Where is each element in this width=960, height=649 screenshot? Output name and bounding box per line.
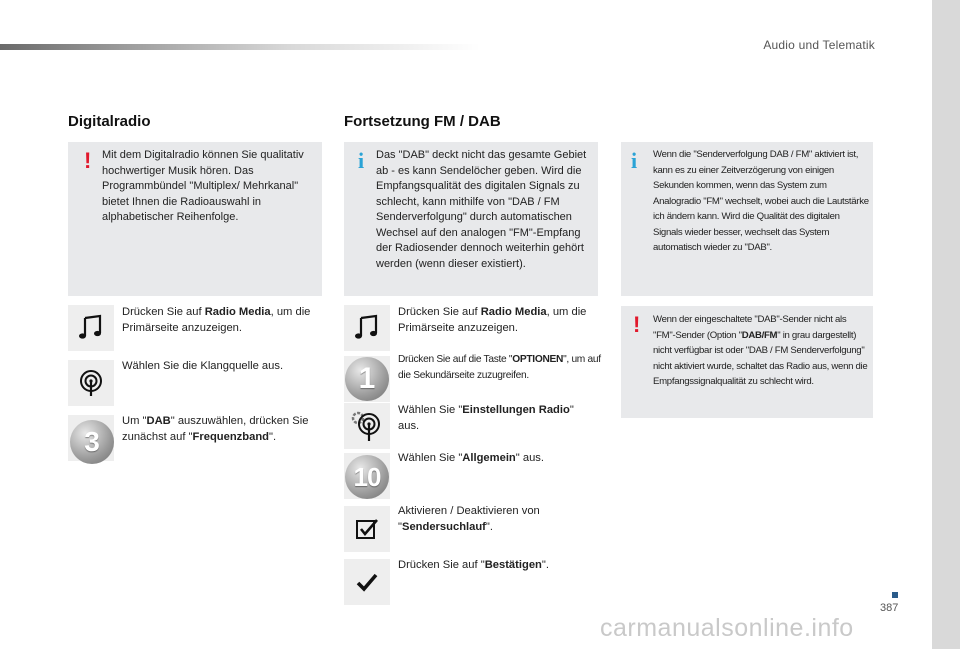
warning-text-right: Wenn der eingeschaltete "DAB"-Sender nicht als "FM"-Sender (Option "DAB/FM" in grau dargestellt) nicht verfügbar ist oder "DAB / FM Senderverfolgung" nicht aktiviert wurde, schaltet das Radio aus, wenn die Empfangssignalqualität zu schlecht wird.	[653, 314, 868, 387]
page-edge-bar	[932, 0, 960, 649]
title-fortsetzung: Fortsetzung FM / DAB	[344, 113, 501, 130]
settings-radio-icon	[344, 403, 390, 449]
warning-icon: !	[84, 148, 92, 173]
step-badge-10: 10	[345, 455, 389, 499]
info-box-middle	[344, 142, 598, 296]
warning-text: Mit dem Digitalradio können Sie qualitativ hochwertiger Musik hören. Das Programmbündel "Multiplex/ Mehrkanal" bietet Ihnen die Radioauswahl in alphabetischer Reihenfolge.	[102, 149, 304, 223]
header-gradient-bar	[0, 44, 480, 50]
warning-icon: !	[633, 312, 641, 337]
music-note-icon	[68, 305, 114, 351]
step-mid-3: Wählen Sie "Einstellungen Radio" aus.	[398, 404, 574, 432]
step-mid-6: Drücken Sie auf "Bestätigen".	[398, 559, 549, 571]
info-icon: i	[358, 148, 365, 173]
watermark: carmanualsonline.info	[600, 614, 854, 642]
step-mid-2: Drücken Sie auf die Taste "OPTIONEN", um auf die Sekundärseite zuzugreifen.	[398, 354, 601, 381]
checkbox-icon	[344, 506, 390, 552]
step-badge-1: 1	[345, 357, 389, 401]
step-mid-5: Aktivieren / Deaktivieren von "Sendersuchlauf".	[398, 505, 540, 533]
step-left-3: Um "DAB" auszuwählen, drücken Sie zunächst auf "Frequenzband".	[122, 415, 309, 443]
step-mid-1: Drücken Sie auf Radio Media, um die Primärseite anzuzeigen.	[398, 306, 587, 334]
music-note-icon	[344, 305, 390, 351]
checkmark-icon	[344, 559, 390, 605]
warning-box-left	[68, 142, 322, 296]
info-icon: i	[631, 148, 638, 173]
step-badge-3: 3	[70, 420, 114, 464]
title-digitalradio: Digitalradio	[68, 113, 151, 130]
step-mid-4: Wählen Sie "Allgemein" aus.	[398, 452, 544, 464]
page-marker	[892, 592, 898, 598]
step-left-1: Drücken Sie auf Radio Media, um die Primärseite anzuzeigen.	[122, 306, 311, 334]
warning-box-right	[621, 306, 873, 418]
info-box-right	[621, 142, 873, 296]
section-header: Audio und Telematik	[763, 38, 875, 52]
step-left-2: Wählen Sie die Klangquelle aus.	[122, 360, 284, 372]
radio-antenna-icon	[68, 360, 114, 406]
info-text-right: Wenn die "Senderverfolgung DAB / FM" aktiviert ist, kann es zu einer Zeitverzögerung von einigen Sekunden kommen, wenn das System zum Analogradio "FM" wechselt, wobei auch die Lautstärke ich ändern kann. Wird die Qualität des digitalen Signals wieder besser, wechselt das System automatisch wieder zu "DAB".	[653, 149, 869, 253]
info-text: Das "DAB" deckt nicht das gesamte Gebiet ab - es kann Sendelöcher geben. Wird die Empfangsqualität des digitalen Signals zu schlecht, kann mithilfe von "DAB / FM Senderverfolgung" durch automatischen Wechsel auf den analogen "FM"-Empfang der Radiosender dennoch weiterhin gehört werden (wenn dieser existiert).	[376, 149, 587, 270]
page-number: 387	[880, 602, 899, 614]
